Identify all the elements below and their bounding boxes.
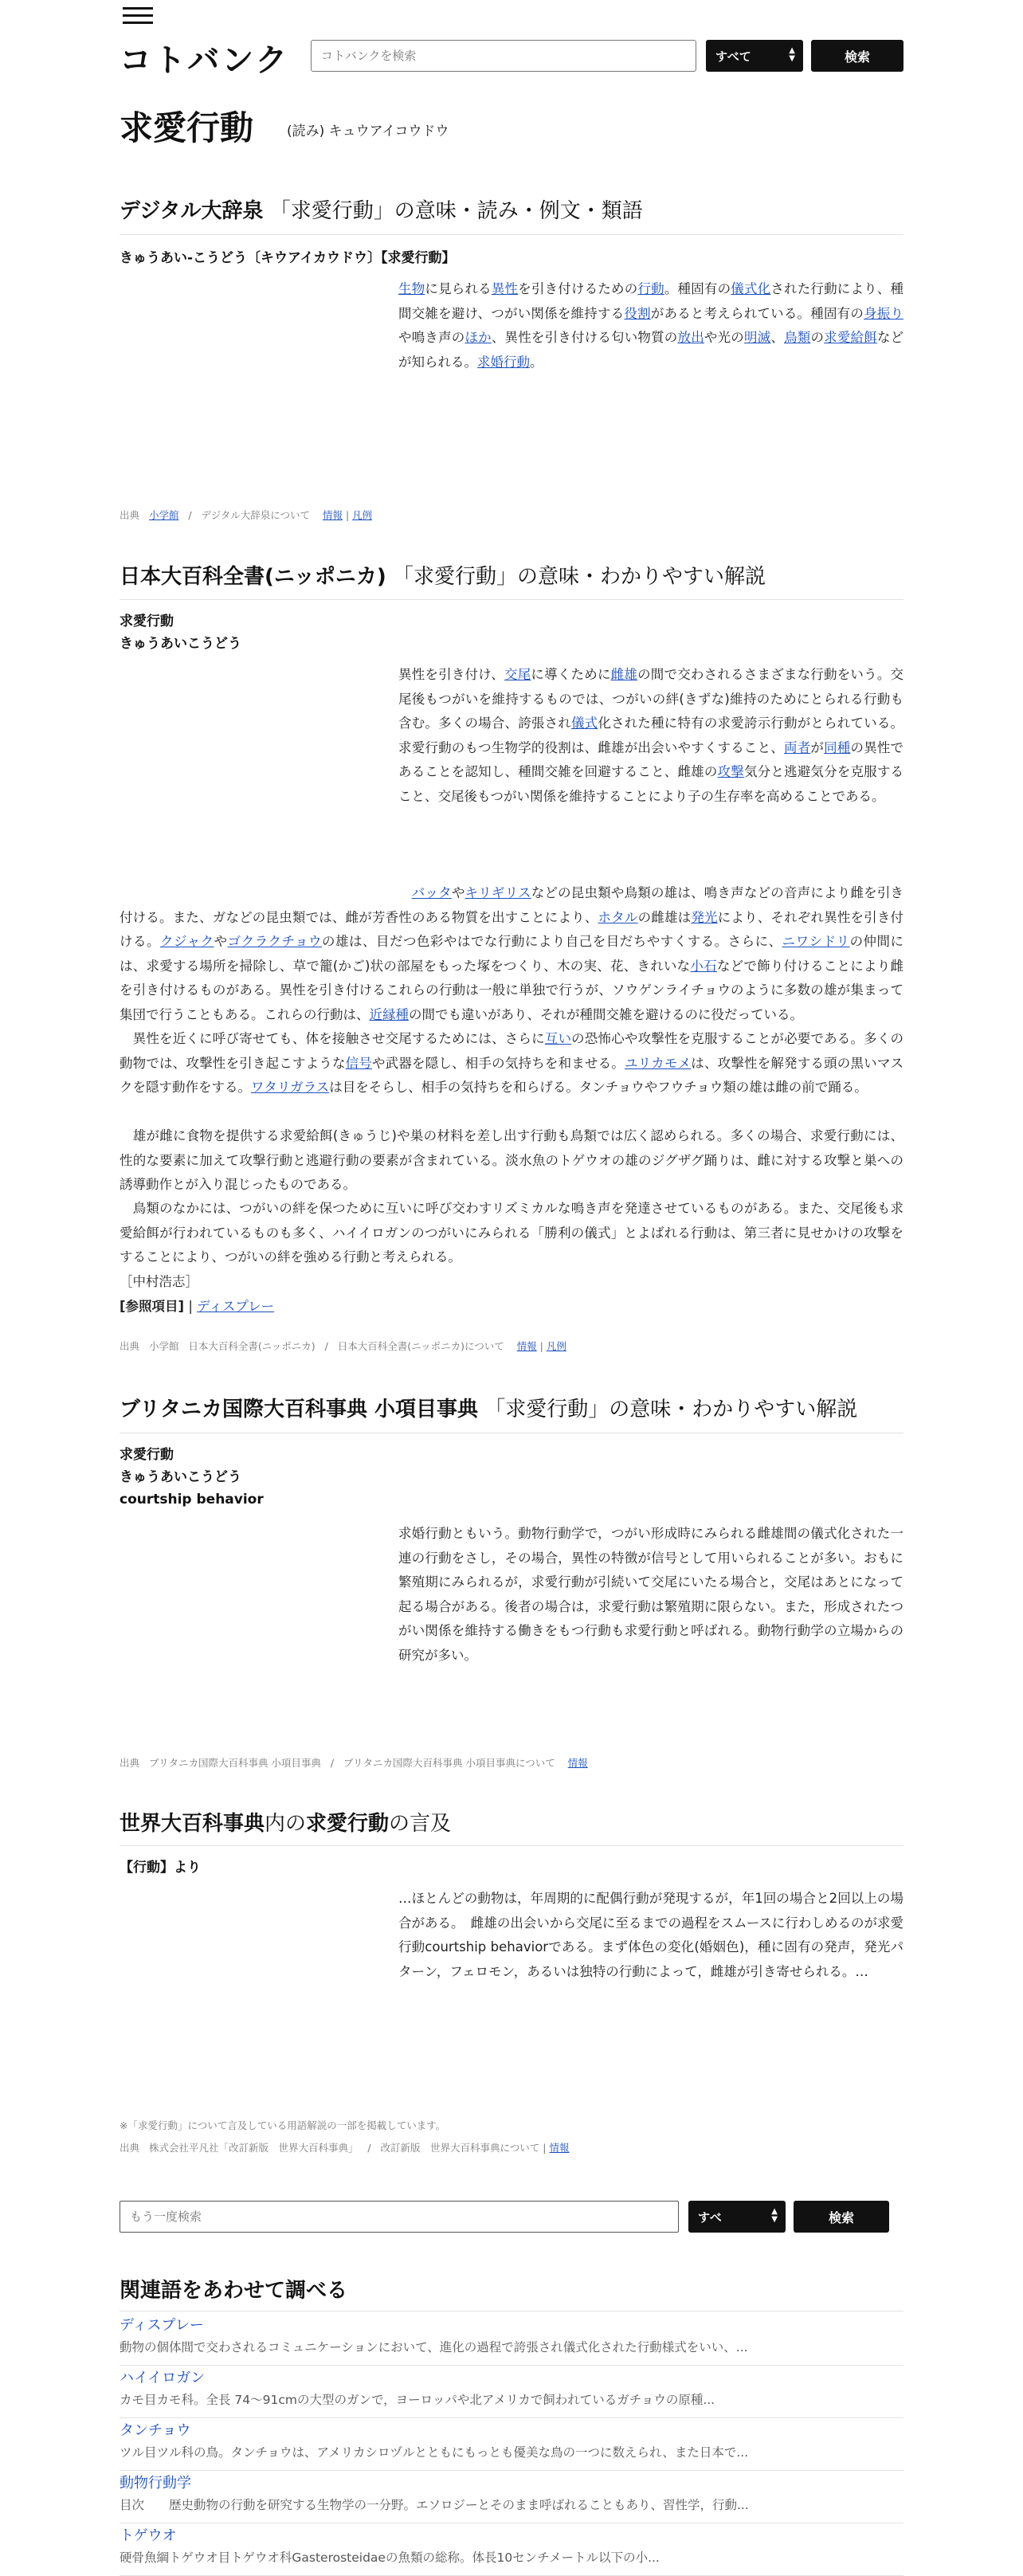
text-segment: などが知られる。 bbox=[398, 330, 904, 370]
reference-items: [参照項目] | ディスプレー bbox=[120, 1299, 275, 1314]
related-description: ツル目ツル科の鳥。タンチョウは、アメリカシロヅルとともにもっとも優美な鳥の一つに数えられ、また日本で... bbox=[120, 2445, 749, 2460]
inline-term-link[interactable]: 役割 bbox=[624, 305, 651, 321]
section-title-daijisen: デジタル大辞泉 「求愛行動」の意味・読み・例文・類語 bbox=[120, 199, 643, 223]
text-segment: により、それぞれ異性を引き付ける。 bbox=[120, 909, 904, 949]
text-segment: の間でも違いがあり、それが種間交雑を避けるのに役だっている。 bbox=[409, 1006, 803, 1022]
text-segment: 異性を近くに呼び寄せても、体を接触させ交尾するためには、さらに bbox=[120, 1031, 545, 1046]
search-again-button[interactable]: 検索 bbox=[794, 2201, 889, 2233]
inline-term-link[interactable]: 鳥類 bbox=[784, 330, 811, 345]
related-item[interactable] bbox=[120, 2368, 903, 2411]
source-line: 出典 ブリタニカ国際大百科事典 小項目事典 / ブリタニカ国際大百科事典 小項目事典について 情報 bbox=[120, 1757, 588, 1769]
related-item[interactable] bbox=[120, 2315, 903, 2358]
text-segment: の雌雄は bbox=[637, 909, 692, 925]
category-select-label: すべ bbox=[698, 2209, 722, 2225]
inline-term-link[interactable]: 雌雄 bbox=[610, 667, 638, 682]
updown-icon: ▲ ▼ bbox=[771, 2207, 778, 2224]
text-segment: 、異性を引き付ける匂い物質の bbox=[491, 330, 678, 345]
inline-term-link[interactable]: ゴクラクチョウ bbox=[227, 934, 323, 949]
info-link[interactable]: 情報 bbox=[567, 1757, 588, 1769]
inline-term-link[interactable]: 生物 bbox=[398, 281, 425, 296]
divider bbox=[120, 599, 903, 600]
page-reading: (読み) キュウアイコウドウ bbox=[287, 124, 449, 139]
inline-term-link[interactable]: クジャク bbox=[159, 934, 214, 949]
inline-term-link[interactable]: バッタ bbox=[411, 885, 452, 900]
inline-term-link[interactable]: ほか bbox=[464, 330, 492, 345]
inline-term-link[interactable]: キリギリス bbox=[464, 885, 531, 900]
text-segment: は、攻撃性を解発する頭の黒いマスクを隠す動作をする。 bbox=[120, 1055, 904, 1095]
related-term-link[interactable]: 動物行動学 bbox=[120, 2475, 191, 2492]
inline-term-link[interactable]: ホタル bbox=[598, 909, 638, 925]
text-segment: に導くために bbox=[531, 667, 611, 682]
text-segment: 異性を引き付け、 bbox=[398, 667, 504, 682]
divider bbox=[120, 1845, 903, 1846]
inline-term-link[interactable]: ニワシドリ bbox=[782, 934, 850, 949]
inline-term-link[interactable]: 求婚行動 bbox=[477, 354, 530, 370]
source-line: 出典 株式会社平凡社「改訂新版 世界大百科事典」 / 改訂新版 世界大百科事典について | 情報 bbox=[120, 2142, 570, 2154]
text-segment: 、 bbox=[770, 330, 785, 345]
text-segment: や武器を隠し、相手の気持ちを和ませる。 bbox=[372, 1055, 625, 1071]
site-logo[interactable]: コトバンク bbox=[120, 42, 290, 79]
inline-term-link[interactable]: 小石 bbox=[690, 958, 717, 974]
text-segment: された行動により、種間交雑を避け、つがい関係を維持する bbox=[398, 281, 904, 321]
search-input[interactable] bbox=[311, 40, 696, 72]
site-header bbox=[120, 0, 903, 79]
section-title-nipponica: 日本大百科全書(ニッポニカ) 「求愛行動」の意味・わかりやすい解説 bbox=[120, 565, 766, 589]
related-title: 関連語をあわせて調べる bbox=[120, 2279, 348, 2303]
divider bbox=[120, 2417, 903, 2418]
search-button[interactable]: 検索 bbox=[811, 40, 903, 72]
headword: 求愛行動 きゅうあいこうどう bbox=[120, 614, 241, 652]
mention-note: ※「求愛行動」について言及している用語解説の一部を掲載しています。 bbox=[120, 2119, 446, 2131]
section-source-name: 日本大百科全書(ニッポニカ) bbox=[120, 565, 386, 589]
text-segment: の異性であることを認知し、種間交雑を回避すること、雌雄の bbox=[398, 739, 904, 779]
related-item[interactable] bbox=[120, 2421, 903, 2464]
category-select[interactable] bbox=[688, 2201, 786, 2233]
divider bbox=[120, 234, 903, 235]
mention-subhead: 【行動】より bbox=[120, 1860, 201, 1876]
inline-term-link[interactable]: 身振り bbox=[864, 305, 904, 321]
text-segment: が bbox=[810, 739, 825, 755]
inline-term-link[interactable]: ワタリガラス bbox=[251, 1080, 330, 1095]
article-paragraph bbox=[120, 1197, 903, 1270]
ref-link-display[interactable]: ディスプレー bbox=[197, 1299, 275, 1314]
article-paragraph bbox=[120, 881, 903, 1027]
inline-term-link[interactable]: 放出 bbox=[677, 330, 704, 345]
headword: きゅうあい‐こうどう〔キウアイカウドウ〕【求愛行動】 bbox=[120, 250, 456, 266]
text-segment: は目をそらし、相手の気持ちを和らげる。タンチョウやフウチョウ類の雄は雌の前で踊る。 bbox=[329, 1080, 868, 1095]
inline-term-link[interactable]: 攻撃 bbox=[717, 764, 744, 779]
text-segment: や光の bbox=[704, 330, 744, 345]
inline-term-link[interactable]: 求愛給餌 bbox=[824, 330, 877, 345]
menu-icon[interactable] bbox=[123, 7, 153, 25]
section-title-britannica: ブリタニカ国際大百科事典 小項目事典 「求愛行動」の意味・わかりやすい解説 bbox=[120, 1398, 858, 1421]
text-segment: などで飾り付けることにより雌を引き付けるものがある。異性を引き付けるこれらの行動は一般に単独で行うが、ソウゲンライチョウのように多数の雄が集まって集団で行うこともある。これらの行動は、 bbox=[120, 958, 904, 1022]
inline-term-link[interactable]: 互い bbox=[544, 1031, 572, 1046]
legend-link[interactable]: 凡例 bbox=[352, 509, 373, 521]
author: ［中村浩志］ bbox=[120, 1274, 198, 1289]
text-segment: があると考えられている。種固有の bbox=[650, 305, 864, 321]
text-segment: の恐怖心や攻撃性を克服することが必要である。多くの動物では、攻撃性を引き起こすような bbox=[120, 1031, 904, 1071]
category-select[interactable] bbox=[706, 40, 803, 72]
info-link[interactable]: 情報 bbox=[322, 509, 343, 521]
text-segment: や bbox=[214, 934, 228, 949]
inline-term-link[interactable]: 交尾 bbox=[504, 667, 531, 682]
related-term-link[interactable]: タンチョウ bbox=[120, 2422, 191, 2439]
related-description: 硬骨魚綱トゲウオ目トゲウオ科Gasterosteidaeの魚類の総称。体長10センチメートル以下の小... bbox=[120, 2551, 660, 2565]
inline-term-link[interactable]: 明滅 bbox=[743, 330, 771, 345]
legend-link[interactable]: 凡例 bbox=[546, 1340, 566, 1352]
text-segment: の間で交わされるさまざまな行動をいう。交尾後もつがいを維持するものでは、つがいの絆(きずな)維持のためにとられる行動も含む。多くの場合、誇張され bbox=[398, 667, 904, 731]
related-term-link[interactable]: トゲウオ bbox=[120, 2527, 177, 2544]
article-paragraph bbox=[120, 1124, 903, 1198]
updown-icon: ▲ ▼ bbox=[789, 46, 795, 63]
inline-term-link[interactable]: ユリカモメ bbox=[625, 1055, 692, 1071]
definition-text bbox=[398, 277, 903, 374]
info-link[interactable]: 情報 bbox=[549, 2142, 570, 2154]
inline-term-link[interactable]: 儀式 bbox=[570, 716, 598, 731]
info-link[interactable]: 情報 bbox=[516, 1340, 537, 1352]
search-again-input[interactable] bbox=[120, 2201, 679, 2233]
related-term-link[interactable]: ハイイロガン bbox=[120, 2370, 206, 2386]
related-description: カモ目カモ科。全長 74～91cmの大型のガンで，ヨーロッパや北アメリカで飼われているガチョウの原種... bbox=[120, 2393, 715, 2407]
text-segment: 気分と逃避気分を克服すること、交尾後もつがい関係を維持することにより子の生存率を高めることである。 bbox=[398, 764, 904, 804]
inline-term-link[interactable]: 発光 bbox=[691, 909, 718, 925]
definition-text: 求婚行動ともいう。動物行動学で，つがい形成時にみられる雌雄間の儀式化された一連の行動をさし，その場合，異性の特徴が信号として用いられることが多い。おもに繁殖期にみられるが，求愛行動が引続いて交尾にいたる場合と，交尾はあとになって起る場合がある。後者の場合は，求愛行動は繁殖期に限らない。また，形成されたつがい関係を維持する働きをもつ行動も求愛行動と呼ばれる。動物行動学の立場からの研究が多い。 bbox=[398, 1526, 903, 1663]
text-segment: に見られる bbox=[425, 281, 492, 296]
text-segment: 鳥類のなかには、つがいの絆を保つために互いに呼び交わすリズミカルな鳴き声を発達させているものがある。また、交尾後も求愛給餌が行われているものも多く、ハイイロガンのつがいにみられる「勝利の儀式」とよばれる行動は、第三者に見せかけの攻撃をすることにより、つがいの絆を強める行動と考えられる。 bbox=[120, 1201, 903, 1264]
inline-term-link[interactable]: 両者 bbox=[784, 739, 811, 755]
divider bbox=[120, 2365, 903, 2366]
text-segment: などの昆虫類や鳥類の雄は、鳴き声などの音声により雌を引き付ける。また、ガなどの昆虫類では、雌が芳香性のある物質を出すことにより、 bbox=[120, 885, 904, 925]
inline-term-link[interactable]: 信号 bbox=[345, 1055, 372, 1071]
category-select-label: すべて bbox=[715, 49, 751, 64]
article-paragraph bbox=[120, 1027, 903, 1100]
source-line: 出典 小学館 / デジタル大辞泉について 情報 | 凡例 bbox=[120, 509, 373, 521]
publisher-link[interactable]: 小学館 bbox=[148, 509, 179, 521]
related-item[interactable] bbox=[120, 2473, 903, 2516]
article-paragraph bbox=[398, 663, 903, 809]
related-item[interactable] bbox=[120, 2526, 903, 2569]
headword: 求愛行動 きゅうあいこうどう courtship behavior bbox=[120, 1447, 264, 1508]
mention-text: …ほとんどの動物は，年周期的に配偶行動が発現するが，年1回の場合と2回以上の場合がある。 雌雄の出会いから交尾に至るまでの過程をスムースに行わしめるのが求愛行動courtship behaviorである。まず体色の変化(婚姻色)，種に固有の発声，発光パターン，フェロモン，あるいは独特の行動によって，雌雄が引き寄せられる。… bbox=[398, 1891, 903, 1979]
divider bbox=[120, 2470, 903, 2471]
inline-term-link[interactable]: 近縁種 bbox=[369, 1006, 409, 1022]
section-title-mentions: 世界大百科事典内の求愛行動の言及 bbox=[120, 1812, 452, 1836]
text-segment: や bbox=[451, 885, 465, 900]
section-source-name: デジタル大辞泉 bbox=[120, 199, 264, 223]
text-segment: 。種固有の bbox=[664, 281, 731, 296]
text-segment: 。 bbox=[530, 354, 543, 370]
page-title: 求愛行動 bbox=[120, 108, 254, 147]
inline-term-link[interactable]: 同種 bbox=[824, 739, 851, 755]
text-segment: の bbox=[810, 330, 825, 345]
inline-term-link[interactable]: 異性 bbox=[491, 281, 519, 296]
text-segment: や鳴き声の bbox=[398, 330, 465, 345]
text-segment bbox=[398, 885, 412, 900]
text-segment: の仲間には、求愛する場所を掃除し、草で籠(かご)状の部屋をもった塚をつくり、木の実、花、きれいな bbox=[120, 934, 904, 974]
text-segment: 雄が雌に食物を提供する求愛給餌(きゅうじ)や巣の材料を差し出す行動も鳥類では広く認められる。多くの場合、求愛行動には、性的な要素に加えて攻撃行動と逃避行動の要素が含まれている。淡水魚のトゲウオの雄のジグザグ踊りは、雌に対する攻撃と巣への誘導動作とが入り混じったものである。 bbox=[120, 1128, 903, 1192]
related-description: 目次 歴史動物の行動を研究する生物学の一分野。エソロジーとそのまま呼ばれることもあり、習性学，行動... bbox=[120, 2498, 749, 2512]
text-segment: の雄は、目だつ色彩やはでな行動により自己を目だちやすくする。さらに、 bbox=[322, 934, 782, 949]
inline-term-link[interactable]: 行動 bbox=[637, 281, 664, 296]
source-line: 出典 小学館 日本大百科全書(ニッポニカ) / 日本大百科全書(ニッポニカ)について 情報 | 凡例 bbox=[120, 1340, 566, 1352]
related-description: 動物の個体間で交わされるコミュニケーションにおいて、進化の過程で誇張され儀式化された行動様式をいい、... bbox=[120, 2340, 748, 2354]
inline-term-link[interactable]: 儀式化 bbox=[731, 281, 771, 296]
section-source-name: ブリタニカ国際大百科事典 小項目事典 bbox=[120, 1398, 479, 1421]
related-term-link[interactable]: ディスプレー bbox=[120, 2317, 204, 2334]
text-segment: 化された種に特有の求愛誇示行動がとられている。求愛行動のもつ生物学的役割は、雌雄が出会いやすくすること、 bbox=[398, 716, 904, 755]
text-segment: を引き付けるための bbox=[518, 281, 638, 296]
